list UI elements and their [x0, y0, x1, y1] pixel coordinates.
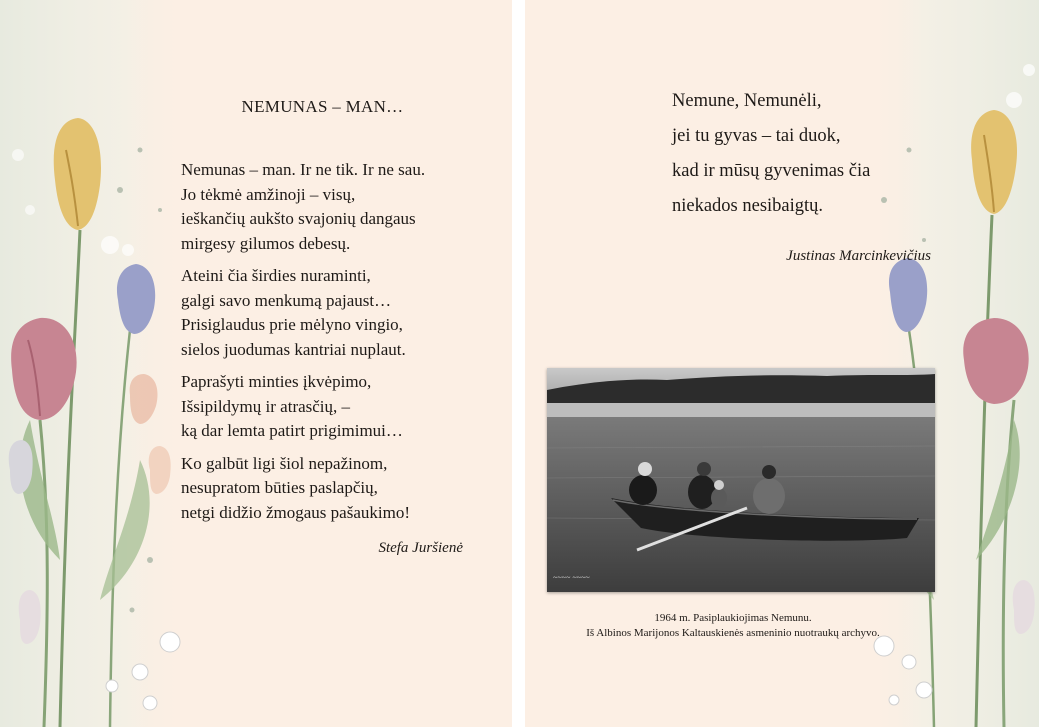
boat-photo — [547, 368, 935, 592]
poem-line: Ko galbūt ligi šiol nepažinom, — [181, 453, 388, 473]
poem-body — [181, 158, 481, 533]
poem-author: Stefa Juršienė — [378, 540, 463, 556]
quote-line: Nemune, Nemunėli, — [672, 91, 822, 111]
poem-line: Išsipildymų ir atrasčių, – — [181, 396, 351, 416]
poem-line: galgi savo menkumą pajaust… — [181, 290, 392, 310]
quote-line: jei tu gyvas – tai duok, — [672, 126, 841, 146]
stanza — [181, 452, 481, 526]
stanza — [181, 370, 481, 444]
right-page — [525, 0, 1039, 727]
poem-line: nesupratom būties paslapčių, — [181, 478, 378, 497]
tulip-decoration-left — [0, 0, 190, 727]
poem-line: Jo tėkmė amžinoji – visų, — [181, 184, 356, 204]
quote-line: niekados nesibaigtų. — [672, 196, 824, 216]
poem-line: ką dar lemta patirt prigimimui… — [181, 421, 403, 440]
poem-line: Prisiglaudus prie mėlyno vingio, — [181, 315, 403, 334]
poem-line: Paprašyti minties įkvėpimo, — [181, 372, 372, 391]
caption-line: Iš Albinos Marijonos Kaltauskienės asmeninio nuotraukų archyvo. — [586, 627, 880, 639]
left-page — [0, 0, 512, 727]
epigraph-quote — [672, 84, 942, 224]
svg-text:~~~~ ~~~~: ~~~~ ~~~~ — [553, 573, 590, 582]
quote-line: kad ir mūsų gyvenimas čia — [672, 161, 871, 181]
caption-line: 1964 m. Pasiplaukiojimas Nemunu. — [654, 612, 812, 624]
page-gutter — [512, 0, 525, 727]
stanza — [181, 158, 481, 256]
poem-line: sielos juodumas kantriai nuplaut. — [181, 339, 406, 359]
quote-author: Justinas Marcinkevičius — [786, 248, 931, 264]
poem-line: ieškančių aukšto svajonių dangaus — [181, 209, 416, 228]
poem-title: NEMUNAS – MAN… — [241, 97, 404, 116]
stanza — [181, 264, 481, 362]
poem-line: Ateini čia širdies nuraminti, — [181, 266, 371, 285]
poem-line: netgi didžio žmogaus pašaukimo! — [181, 502, 410, 522]
photo-caption — [573, 611, 893, 641]
poem-line: Nemunas – man. Ir ne tik. Ir ne sau. — [181, 160, 426, 179]
poem-line: mirgesy gilumos debesų. — [181, 233, 351, 253]
